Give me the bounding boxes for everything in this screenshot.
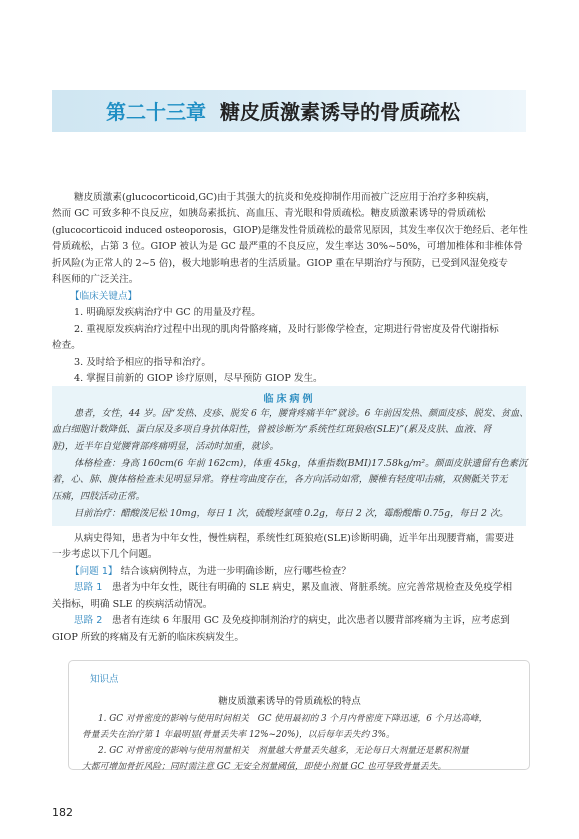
case-line: 着，心、肺、腹体格检查未见明显异常。脊柱弯曲度存在，各方向活动如常，腰椎有轻度叩击痛，双侧骶关节无: [52, 474, 508, 485]
question-1: [70, 564, 351, 581]
idea-1: [74, 580, 512, 597]
intro-line: 折风险(为正常人的 2~5 倍)，极大地影响患者的生活质量。GIOP 重在早期治疗与预防，已受到风湿免疫专: [52, 258, 508, 269]
knowledge-line: 大都可增加骨折风险；同时需注意 GC 无安全剂量阈值，即使小剂量 GC 也可导致骨量丢失。: [82, 762, 447, 772]
case-line: 患者，女性，44 岁。因“发热、皮疹、脱发 6 年，腰背疼痛半年”就诊。6 年前因发热、颜面皮疹、脱发、贫血、: [74, 408, 529, 419]
analysis-line: 从病史得知，患者为中年女性，慢性病程，系统性红斑狼疮(SLE)诊断明确，近半年出现腰背痛，需要进: [74, 533, 514, 544]
idea-2: [74, 613, 510, 630]
key-point-item: 4. 掌握目前新的 GIOP 诊疗原则，尽早预防 GIOP 发生。: [74, 373, 323, 384]
knowledge-line: 1. GC 对骨密度的影响与使用时间相关 GC 使用最初的 3 个月内骨密度下降迅速，6 个月达高峰，: [98, 714, 488, 724]
knowledge-line: 2. GC 对骨密度的影响与使用剂量相关 剂量越大骨量丢失越多，无论每日大剂量还是累积剂量: [98, 746, 469, 756]
idea-1-text: 患者为中年女性，既往有明确的 SLE 病史，累及血液、肾脏系统。应完善常规检查及免疫学相: [111, 582, 513, 593]
key-points-label: 【临床关键点】: [70, 291, 138, 302]
question-1-text: 结合该病例特点，为进一步明确诊断，应行哪些检查？: [120, 566, 351, 577]
intro-line: 然而 GC 可致多种不良反应，如胰岛素抵抗、高血压、青光眼和骨质疏松。糖皮质激素诱导的骨质疏松: [52, 208, 486, 219]
page-number: 182: [52, 806, 73, 819]
analysis-line: 一步考虑以下几个问题。: [52, 549, 158, 560]
case-line: 压痛，四肢活动正常。: [52, 491, 145, 502]
clinical-case-title: 临床病例: [263, 394, 316, 405]
idea-2-label: 思路 2: [74, 615, 103, 626]
key-point-item: 2. 重视原发疾病治疗过程中出现的肌肉骨骼疼痛，及时行影像学检查，定期进行骨密度及骨代谢指标: [74, 324, 499, 335]
chapter-name: 糖皮质激素诱导的骨质疏松: [220, 100, 460, 124]
intro-line: (glucocorticoid induced osteoporosis，GIOP)是继发性骨质疏松的最常见原因，其发生率仅次于绝经后、老年性: [52, 225, 528, 236]
key-point-item: 1. 明确原发疾病治疗中 GC 的用量及疗程。: [74, 307, 261, 318]
key-point-item: 3. 及时给予相应的指导和治疗。: [74, 357, 211, 368]
intro-line: 科医师的广泛关注。: [52, 274, 139, 285]
case-line: 体格检查：身高 160cm(6 年前 162cm)，体重 45kg，体重指数(BMI)17.58kg/m²。颜面皮肤遗留有色素沉: [74, 458, 528, 469]
chapter-title: [106, 100, 460, 124]
idea-2-text: 患者有连续 6 年服用 GC 及免疫抑制剂治疗的病史，此次患者以腰背部疼痛为主诉，应考虑到: [111, 615, 510, 626]
case-line: 脏)，近半年自觉腰背部疼痛明显，活动时加重，就诊。: [52, 441, 279, 452]
knowledge-line: 骨量丢失在治疗第 1 年最明显(骨量丢失率 12%~20%)，以后每年丢失约 3%。: [82, 730, 395, 740]
intro-line: 骨质疏松，占第 3 位。GIOP 被认为是 GC 最严重的不良反应，发生率达 30%~50%，可增加椎体和非椎体骨: [52, 241, 523, 252]
idea-2-continuation: GIOP 所致的疼痛及有无新的临床疾病发生。: [52, 632, 244, 643]
knowledge-label: 知识点: [90, 674, 119, 685]
intro-line: 糖皮质激素(glucocorticoid,GC)由于其强大的抗炎和免疫抑制作用而被广泛应用于治疗多种疾病，: [74, 192, 496, 203]
idea-1-continuation: 关指标，明确 SLE 的疾病活动情况。: [52, 599, 213, 610]
key-point-item: 检查。: [52, 340, 81, 351]
question-1-label: 【问题 1】: [70, 566, 118, 577]
chapter-number: 第二十三章: [106, 100, 206, 124]
idea-1-label: 思路 1: [74, 582, 103, 593]
case-line: 目前治疗：醋酸泼尼松 10mg，每日 1 次，硫酸羟氯喹 0.2g，每日 2 次，霉酚酸酯 0.75g，每日 2 次。: [74, 508, 509, 519]
case-line: 血白细胞计数降低、蛋白尿及多项自身抗体阳性，曾被诊断为“系统性红斑狼疮(SLE)”(累及皮肤、血液、肾: [52, 424, 492, 435]
knowledge-heading: 糖皮质激素诱导的骨质疏松的特点: [218, 696, 361, 707]
